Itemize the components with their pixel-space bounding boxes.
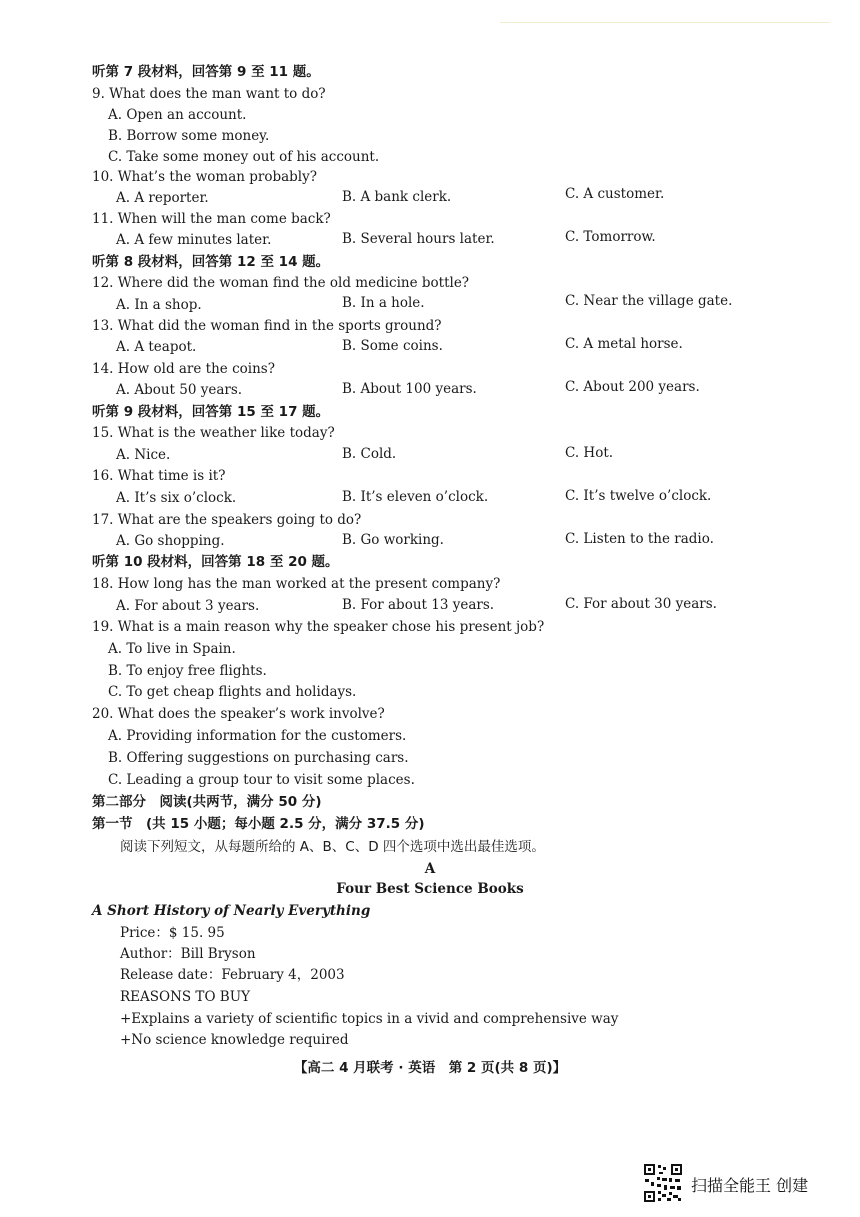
- reading-instruction: 阅读下列短文，从每题所给的 A、B、C、D 四个选项中选出最佳选项。: [120, 839, 545, 855]
- page-footer: 【高二 4 月联考 · 英语 第 2 页(共 8 页)】: [293, 1060, 567, 1076]
- question-20-option-a: A. Providing information for the customers.: [108, 728, 407, 744]
- question-10-option-a: A. A reporter.: [116, 190, 209, 206]
- question-19-option-b: B. To enjoy free flights.: [108, 663, 267, 679]
- section-one-heading: 第一节 (共 15 小题；每小题 2.5 分，满分 37.5 分): [92, 816, 425, 832]
- section-heading-9: 听第 9 段材料，回答第 15 至 17 题。: [92, 404, 330, 420]
- question-17-stem: 17. What are the speakers going to do?: [92, 512, 362, 528]
- question-9-option-c: C. Take some money out of his account.: [108, 149, 380, 165]
- question-10-option-b: B. A bank clerk.: [342, 189, 452, 205]
- book-price: Price：$ 15. 95: [120, 925, 225, 941]
- question-10-stem: 10. What’s the woman probably?: [92, 169, 317, 185]
- section-heading-10: 听第 10 段材料，回答第 18 至 20 题。: [92, 554, 339, 570]
- scanner-watermark: [643, 1163, 843, 1203]
- question-11-option-c: C. Tomorrow.: [565, 229, 656, 245]
- question-13-option-a: A. A teapot.: [116, 339, 197, 355]
- question-19-stem: 19. What is a main reason why the speaker chose his present job?: [92, 619, 545, 635]
- question-18-option-c: C. For about 30 years.: [565, 596, 717, 612]
- question-18-option-a: A. For about 3 years.: [116, 598, 260, 614]
- question-16-stem: 16. What time is it?: [92, 468, 226, 484]
- question-12-option-a: A. In a shop.: [116, 297, 202, 313]
- question-14-option-a: A. About 50 years.: [116, 382, 243, 398]
- question-9-stem: 9. What does the man want to do?: [92, 86, 326, 102]
- question-15-option-a: A. Nice.: [116, 447, 171, 463]
- book-author: Author：Bill Bryson: [120, 946, 256, 962]
- question-11-option-a: A. A few minutes later.: [116, 232, 272, 248]
- question-11-option-b: B. Several hours later.: [342, 231, 495, 247]
- question-9-option-b: B. Borrow some money.: [108, 128, 270, 144]
- part-two-heading: 第二部分 阅读(共两节，满分 50 分): [92, 794, 322, 810]
- question-12-stem: 12. Where did the woman find the old medicine bottle?: [92, 275, 470, 291]
- question-14-option-b: B. About 100 years.: [342, 381, 477, 397]
- question-18-option-b: B. For about 13 years.: [342, 597, 495, 613]
- question-14-stem: 14. How old are the coins?: [92, 361, 275, 377]
- question-13-option-b: B. Some coins.: [342, 338, 443, 354]
- question-13-stem: 13. What did the woman find in the sports ground?: [92, 318, 442, 334]
- question-19-option-a: A. To live in Spain.: [108, 641, 236, 657]
- question-16-option-b: B. It’s eleven o’clock.: [342, 489, 489, 505]
- question-12-option-c: C. Near the village gate.: [565, 293, 733, 309]
- reason-item-2: +No science knowledge required: [120, 1032, 349, 1048]
- reasons-heading: REASONS TO BUY: [120, 989, 251, 1005]
- scanner-label: 扫描全能王 创建: [691, 1176, 809, 1195]
- question-14-option-c: C. About 200 years.: [565, 379, 700, 395]
- question-15-option-c: C. Hot.: [565, 445, 614, 461]
- book-release-date: Release date：February 4，2003: [120, 967, 345, 983]
- question-15-option-b: B. Cold.: [342, 446, 397, 462]
- question-20-option-b: B. Offering suggestions on purchasing cars.: [108, 750, 409, 766]
- reason-item-1: +Explains a variety of scientific topics in a vivid and comprehensive way: [120, 1011, 619, 1027]
- scan-edge-line: [500, 22, 830, 23]
- question-17-option-a: A. Go shopping.: [116, 533, 225, 549]
- passage-letter: A: [424, 861, 436, 877]
- question-12-option-b: B. In a hole.: [342, 295, 425, 311]
- question-18-stem: 18. How long has the man worked at the present company?: [92, 576, 501, 592]
- qr-code-icon: [643, 1163, 683, 1203]
- question-11-stem: 11. When will the man come back?: [92, 211, 331, 227]
- section-heading-8: 听第 8 段材料，回答第 12 至 14 题。: [92, 254, 330, 270]
- question-9-option-a: A. Open an account.: [108, 107, 247, 123]
- section-heading-7: 听第 7 段材料，回答第 9 至 11 题。: [92, 64, 320, 80]
- question-17-option-c: C. Listen to the radio.: [565, 531, 714, 547]
- question-15-stem: 15. What is the weather like today?: [92, 425, 335, 441]
- question-20-stem: 20. What does the speaker’s work involve?: [92, 706, 385, 722]
- question-20-option-c: C. Leading a group tour to visit some places.: [108, 772, 415, 788]
- question-13-option-c: C. A metal horse.: [565, 336, 683, 352]
- question-16-option-c: C. It’s twelve o’clock.: [565, 488, 712, 504]
- book-title: A Short History of Nearly Everything: [92, 903, 371, 919]
- passage-title: Four Best Science Books: [336, 881, 524, 897]
- question-17-option-b: B. Go working.: [342, 532, 444, 548]
- question-16-option-a: A. It’s six o’clock.: [116, 490, 237, 506]
- question-10-option-c: C. A customer.: [565, 186, 665, 202]
- question-19-option-c: C. To get cheap flights and holidays.: [108, 684, 357, 700]
